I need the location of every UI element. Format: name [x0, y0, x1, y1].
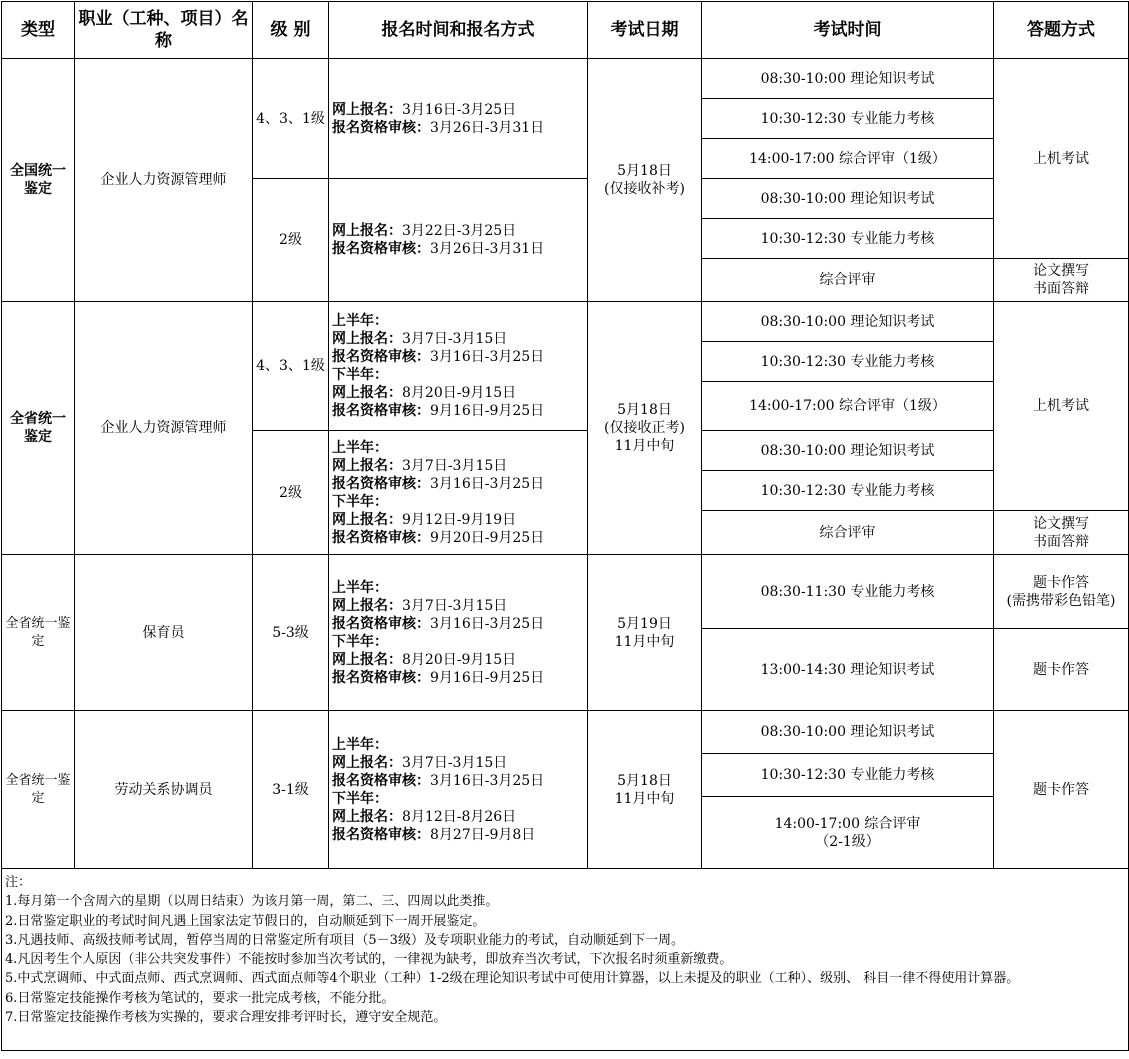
exam-date-cell: 5月18日 11月中旬 [588, 711, 702, 869]
exam-time-cell: 10:30-12:30 专业能力考核 [702, 99, 994, 139]
header-exam-time: 考试时间 [702, 2, 994, 59]
exam-date-cell: 5月19日 11月中旬 [588, 555, 702, 711]
registration-cell [329, 711, 588, 869]
registration-label: 报名资格审核： [332, 772, 430, 789]
registration-label: 报名资格审核： [332, 241, 430, 257]
registration-label: 下半年： [332, 790, 388, 807]
registration-value: 8月27日-9月8日 [430, 826, 536, 843]
type-cell: 全省统一鉴定 [2, 711, 75, 869]
registration-line [332, 330, 585, 348]
registration-line [332, 529, 585, 547]
registration-line [332, 790, 585, 808]
registration-value: 3月7日-3月15日 [402, 457, 508, 474]
header-row [2, 2, 1129, 59]
exam-time-cell: 综合评审 [702, 259, 994, 302]
registration-label: 报名资格审核： [332, 403, 430, 419]
registration-line [332, 754, 585, 772]
level-cell: 3-1级 [253, 711, 329, 869]
exam-time-cell: 14:00-17:00 综合评审（1级） [702, 139, 994, 179]
type-cell: 全省统一鉴定 [2, 555, 75, 711]
registration-line [332, 439, 585, 457]
registration-label: 网上报名： [332, 597, 402, 614]
level-cell: 2级 [253, 179, 329, 302]
registration-value: 3月7日-3月15日 [402, 754, 508, 771]
registration-label: 网上报名： [332, 223, 402, 239]
registration-value: 8月20日-9月15日 [402, 385, 517, 401]
header-answer-method: 答题方式 [994, 2, 1129, 59]
exam-time-cell: 08:30-10:00 理论知识考试 [702, 302, 994, 342]
registration-line [332, 597, 585, 615]
registration-label: 下半年： [332, 633, 388, 650]
note-line: 3.凡遇技师、高级技师考试周，暂停当周的日常鉴定所有项目（5－3级）及专项职业能力的考试，自动顺延到下一周。 [5, 932, 684, 948]
exam-time-cell: 08:30-11:30 专业能力考核 [702, 555, 994, 629]
header-type: 类型 [2, 2, 75, 59]
registration-value: 9月20日-9月25日 [430, 529, 545, 546]
exam-date-cell: 5月18日 (仅接收正考) 11月中旬 [588, 302, 702, 555]
registration-label: 报名资格审核： [332, 826, 430, 843]
exam-time-cell: 08:30-10:00 理论知识考试 [702, 431, 994, 471]
occupation-cell: 劳动关系协调员 [75, 711, 253, 869]
registration-line [332, 384, 585, 402]
registration-value: 3月16日-3月25日 [430, 349, 545, 365]
header-exam-date: 考试日期 [588, 2, 702, 59]
occupation-cell: 保育员 [75, 555, 253, 711]
note-line: 注： [5, 875, 32, 890]
exam-time-cell: 10:30-12:30 专业能力考核 [702, 342, 994, 382]
registration-value: 9月16日-9月25日 [430, 669, 545, 686]
header-registration: 报名时间和报名方式 [329, 2, 588, 59]
registration-value: 9月16日-9月25日 [430, 403, 545, 419]
registration-label: 网上报名： [332, 457, 402, 474]
exam-time-cell: 08:30-10:00 理论知识考试 [702, 711, 994, 754]
note-line: 7.日常鉴定技能操作考核为实操的，要求合理安排考评时长，遵守安全规范。 [5, 1010, 447, 1026]
occupation-cell: 企业人力资源管理师 [75, 59, 253, 302]
answer-method-cell: 题卡作答 [994, 711, 1129, 869]
registration-label: 网上报名： [332, 101, 402, 118]
registration-line [332, 493, 585, 511]
registration-cell [329, 59, 588, 179]
registration-line [332, 222, 585, 240]
answer-method-cell: 题卡作答 [994, 629, 1129, 711]
registration-line [332, 808, 585, 826]
registration-line [332, 475, 585, 493]
exam-time-cell: 10:30-12:30 专业能力考核 [702, 219, 994, 259]
registration-cell [329, 555, 588, 711]
registration-label: 上半年： [332, 736, 388, 753]
answer-method-cell: 上机考试 [994, 59, 1129, 259]
registration-label: 网上报名： [332, 754, 402, 771]
registration-cell [329, 431, 588, 555]
registration-line [332, 312, 585, 330]
note-line: 6.日常鉴定技能操作考核为笔试的，要求一批完成考核，不能分批。 [5, 990, 395, 1006]
registration-value: 3月16日-3月25日 [430, 475, 545, 492]
exam-time-cell: 14:00-17:00 综合评审 （2-1级） [702, 797, 994, 869]
exam-time-cell: 14:00-17:00 综合评审（1级） [702, 382, 994, 431]
registration-line [332, 579, 585, 597]
registration-line [332, 366, 585, 384]
registration-label: 报名资格审核： [332, 349, 430, 365]
registration-cell [329, 302, 588, 431]
level-cell: 5-3级 [253, 555, 329, 711]
registration-label: 上半年： [332, 439, 388, 456]
registration-label: 网上报名： [332, 651, 402, 668]
registration-line [332, 240, 585, 258]
exam-time-cell: 13:00-14:30 理论知识考试 [702, 629, 994, 711]
exam-time-cell: 10:30-12:30 专业能力考核 [702, 471, 994, 511]
registration-line [332, 736, 585, 754]
registration-cell [329, 179, 588, 302]
answer-method-cell: 论文撰写 书面答辩 [994, 511, 1129, 555]
registration-line [332, 402, 585, 420]
registration-value: 9月12日-9月19日 [402, 511, 517, 528]
registration-value: 3月16日-3月25日 [430, 772, 545, 789]
notes-cell [2, 869, 1129, 1051]
note-line: 1.每月第一个含周六的星期（以周日结束）为该月第一周，第二、三、四周以此类推。 [5, 894, 499, 910]
registration-label: 下半年： [332, 367, 388, 383]
registration-value: 3月16日-3月25日 [402, 101, 517, 118]
registration-value: 3月26日-3月31日 [430, 241, 545, 257]
registration-label: 下半年： [332, 493, 388, 510]
registration-line [332, 651, 585, 669]
registration-value: 8月12日-8月26日 [402, 808, 517, 825]
type-cell: 全国统一鉴定 [2, 59, 75, 302]
registration-line [332, 101, 585, 119]
occupation-cell: 企业人力资源管理师 [75, 302, 253, 555]
exam-date-cell: 5月18日 (仅接收补考) [588, 59, 702, 302]
registration-value: 3月16日-3月25日 [430, 615, 545, 632]
note-line: 4.凡因考生个人原因（非公共突发事件）不能按时参加当次考试的，一律视为缺考，即放弃当次考试，下次报名时须重新缴费。 [5, 952, 733, 968]
exam-time-cell: 08:30-10:00 理论知识考试 [702, 59, 994, 99]
registration-line [332, 615, 585, 633]
exam-time-cell: 08:30-10:00 理论知识考试 [702, 179, 994, 219]
registration-value: 3月26日-3月31日 [430, 119, 545, 136]
registration-value: 3月7日-3月15日 [402, 331, 508, 347]
header-occupation: 职业（工种、项目）名称 [75, 2, 253, 59]
registration-line [332, 348, 585, 366]
registration-label: 上半年： [332, 313, 388, 329]
registration-line [332, 772, 585, 790]
registration-value: 8月20日-9月15日 [402, 651, 517, 668]
level-cell: 2级 [253, 431, 329, 555]
registration-value: 3月7日-3月15日 [402, 597, 508, 614]
registration-label: 网上报名： [332, 385, 402, 401]
exam-time-cell: 10:30-12:30 专业能力考核 [702, 754, 994, 797]
registration-label: 网上报名： [332, 331, 402, 347]
registration-line [332, 826, 585, 844]
registration-line [332, 119, 585, 137]
note-line: 2.日常鉴定职业的考试时间凡遇上国家法定节假日的，自动顺延到下一周开展鉴定。 [5, 913, 486, 929]
registration-line [332, 669, 585, 687]
registration-line [332, 511, 585, 529]
type-cell: 全省统一鉴定 [2, 302, 75, 555]
level-cell: 4、3、1级 [253, 302, 329, 431]
exam-schedule-table [1, 1, 1129, 1051]
exam-time-cell: 综合评审 [702, 511, 994, 555]
registration-label: 报名资格审核： [332, 475, 430, 492]
registration-label: 报名资格审核： [332, 119, 430, 136]
registration-label: 报名资格审核： [332, 669, 430, 686]
registration-line [332, 457, 585, 475]
answer-method-cell: 题卡作答 (需携带彩色铅笔) [994, 555, 1129, 629]
registration-label: 网上报名： [332, 511, 402, 528]
level-cell: 4、3、1级 [253, 59, 329, 179]
registration-label: 网上报名： [332, 808, 402, 825]
registration-label: 报名资格审核： [332, 529, 430, 546]
header-level: 级 别 [253, 2, 329, 59]
note-line: 5.中式烹调师、中式面点师、西式烹调师、西式面点师等4个职业（工种）1-2级在理论知识考试中可使用计算器，以上未提及的职业（工种）、级别、 科目一律不得使用计算器。 [5, 971, 1020, 987]
answer-method-cell: 上机考试 [994, 302, 1129, 511]
registration-label: 报名资格审核： [332, 615, 430, 632]
registration-label: 上半年： [332, 579, 388, 596]
registration-line [332, 633, 585, 651]
registration-value: 3月22日-3月25日 [402, 223, 517, 239]
answer-method-cell: 论文撰写 书面答辩 [994, 259, 1129, 302]
